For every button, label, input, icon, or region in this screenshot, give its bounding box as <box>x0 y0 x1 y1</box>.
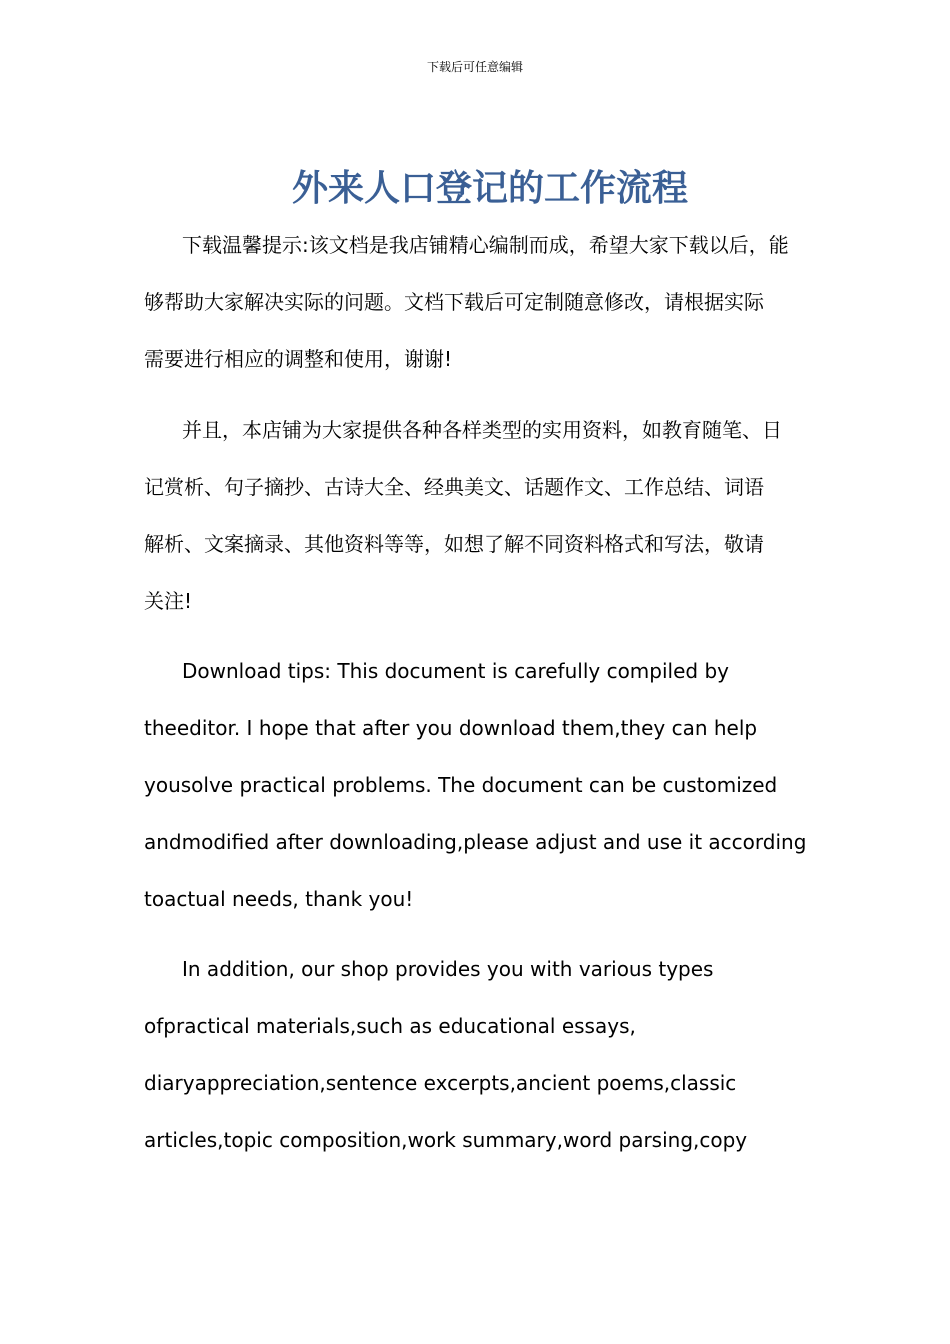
header-note: 下载后可任意编辑 <box>426 60 523 74</box>
paragraph-line: 记赏析、句子摘抄、古诗大全、经典美文、话题作文、工作总结、词语 <box>144 475 764 499</box>
paragraph-line: toactual needs, thank you! <box>144 887 414 911</box>
paragraph-line: ofpractical materials,such as educational essays, <box>144 1014 636 1038</box>
paragraph-line: Download tips: This document is carefully compiled by <box>182 659 729 683</box>
paragraph-line: diaryappreciation,sentence excerpts,ancient poems,classic <box>144 1071 737 1095</box>
paragraph-shop-materials-en <box>144 954 808 1182</box>
paragraph-download-tip-en <box>144 656 808 941</box>
paragraph-line: articles,topic composition,work summary,word parsing,copy <box>144 1128 748 1152</box>
paragraph-download-tip-cn <box>144 230 808 401</box>
paragraph-line: 够帮助大家解决实际的问题。文档下载后可定制随意修改，请根据实际 <box>144 290 764 314</box>
paragraph-line: 下载温馨提示:该文档是我店铺精心编制而成，希望大家下载以后，能 <box>182 233 789 257</box>
paragraph-shop-materials-cn <box>144 415 808 643</box>
paragraph-line: 需要进行相应的调整和使用，谢谢! <box>144 347 453 371</box>
paragraph-line: yousolve practical problems. The document can be customized <box>144 773 778 797</box>
paragraph-line: 解析、文案摘录、其他资料等等，如想了解不同资料格式和写法，敬请 <box>144 532 764 556</box>
paragraph-line: 关注! <box>144 589 193 613</box>
document-title: 外来人口登记的工作流程 <box>291 168 688 209</box>
paragraph-line: theeditor. I hope that after you download them,they can help <box>144 716 758 740</box>
paragraph-line: andmodified after downloading,please adjust and use it according <box>144 830 807 854</box>
paragraph-line: In addition, our shop provides you with various types <box>182 957 714 981</box>
paragraph-line: 并且，本店铺为大家提供各种各样类型的实用资料，如教育随笔、日 <box>182 418 782 442</box>
